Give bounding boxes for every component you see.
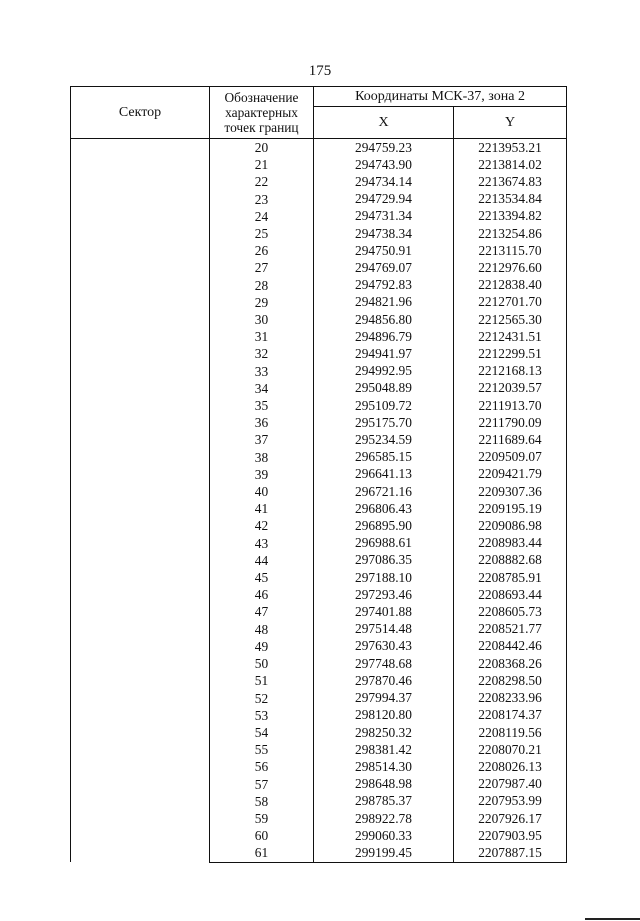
x-cell: 299199.45: [314, 844, 454, 862]
x-cell: 294821.96: [314, 294, 454, 311]
header-point-designation: [210, 87, 314, 139]
y-cell: 2212431.51: [454, 328, 567, 345]
point-cell: 47: [210, 603, 314, 620]
x-cell: 297086.35: [314, 552, 454, 569]
y-cell: 2209307.36: [454, 483, 567, 500]
x-cell: 297188.10: [314, 569, 454, 586]
point-cell: 43: [210, 535, 314, 552]
y-cell: 2212168.13: [454, 363, 567, 380]
x-cell: 298120.80: [314, 707, 454, 724]
point-cell: 32: [210, 345, 314, 362]
x-cell: 297293.46: [314, 586, 454, 603]
point-cell: 59: [210, 810, 314, 827]
x-cell: 294731.34: [314, 208, 454, 225]
x-cell: 296895.90: [314, 517, 454, 534]
x-cell: 294896.79: [314, 328, 454, 345]
point-cell: 35: [210, 397, 314, 414]
point-cell: 61: [210, 844, 314, 862]
x-cell: 297514.48: [314, 621, 454, 638]
page-number: 175: [308, 63, 332, 79]
y-cell: 2208368.26: [454, 655, 567, 672]
x-cell: 297870.46: [314, 672, 454, 689]
y-cell: 2212701.70: [454, 294, 567, 311]
x-cell: 295234.59: [314, 431, 454, 448]
point-cell: 55: [210, 741, 314, 758]
y-cell: 2209086.98: [454, 517, 567, 534]
point-cell: 23: [210, 191, 314, 208]
x-cell: 297994.37: [314, 690, 454, 707]
x-cell: 294729.94: [314, 191, 454, 208]
x-cell: 295109.72: [314, 397, 454, 414]
point-cell: 27: [210, 259, 314, 276]
point-cell: 36: [210, 414, 314, 431]
point-cell: 45: [210, 569, 314, 586]
header-coordinates: Координаты МСК-37, зона 2: [314, 87, 567, 107]
y-cell: 2213674.83: [454, 173, 567, 190]
point-cell: 24: [210, 208, 314, 225]
coordinates-table: [70, 86, 567, 863]
x-cell: 294992.95: [314, 363, 454, 380]
point-cell: 39: [210, 466, 314, 483]
point-cell: 30: [210, 311, 314, 328]
y-cell: 2213115.70: [454, 242, 567, 259]
point-cell: 46: [210, 586, 314, 603]
x-cell: 299060.33: [314, 827, 454, 844]
x-cell: 295175.70: [314, 414, 454, 431]
x-cell: 294743.90: [314, 156, 454, 173]
y-cell: 2211790.09: [454, 414, 567, 431]
x-cell: 294941.97: [314, 345, 454, 362]
point-cell: 22: [210, 173, 314, 190]
point-cell: 44: [210, 552, 314, 569]
x-cell: 294856.80: [314, 311, 454, 328]
point-cell: 41: [210, 500, 314, 517]
y-cell: 2212838.40: [454, 277, 567, 294]
table-body: [71, 139, 567, 863]
y-cell: 2207953.99: [454, 793, 567, 810]
y-cell: 2208174.37: [454, 707, 567, 724]
x-cell: 296721.16: [314, 483, 454, 500]
y-cell: 2208026.13: [454, 758, 567, 775]
y-cell: 2208983.44: [454, 535, 567, 552]
x-cell: 296806.43: [314, 500, 454, 517]
y-cell: 2208119.56: [454, 724, 567, 741]
y-cell: 2209509.07: [454, 449, 567, 466]
point-cell: 33: [210, 363, 314, 380]
x-cell: 298514.30: [314, 758, 454, 775]
x-cell: 298922.78: [314, 810, 454, 827]
point-cell: 38: [210, 449, 314, 466]
point-cell: 20: [210, 139, 314, 157]
point-cell: 26: [210, 242, 314, 259]
point-cell: 37: [210, 431, 314, 448]
y-cell: 2207903.95: [454, 827, 567, 844]
point-cell: 54: [210, 724, 314, 741]
table-header: [71, 87, 567, 139]
y-cell: 2212039.57: [454, 380, 567, 397]
point-cell: 56: [210, 758, 314, 775]
y-cell: 2208442.46: [454, 638, 567, 655]
x-cell: 297748.68: [314, 655, 454, 672]
y-cell: 2213534.84: [454, 191, 567, 208]
header-point-line2: характерных: [225, 105, 298, 120]
y-cell: 2208693.44: [454, 586, 567, 603]
point-cell: 49: [210, 638, 314, 655]
y-cell: 2212976.60: [454, 259, 567, 276]
y-cell: 2208298.50: [454, 672, 567, 689]
point-cell: 31: [210, 328, 314, 345]
y-cell: 2213814.02: [454, 156, 567, 173]
x-cell: 297630.43: [314, 638, 454, 655]
x-cell: 298648.98: [314, 776, 454, 793]
point-cell: 48: [210, 621, 314, 638]
point-cell: 50: [210, 655, 314, 672]
y-cell: 2211689.64: [454, 431, 567, 448]
y-cell: 2208070.21: [454, 741, 567, 758]
x-cell: 294769.07: [314, 259, 454, 276]
x-cell: 294750.91: [314, 242, 454, 259]
point-cell: 57: [210, 776, 314, 793]
x-cell: 294734.14: [314, 173, 454, 190]
x-cell: 296641.13: [314, 466, 454, 483]
x-cell: 294792.83: [314, 277, 454, 294]
y-cell: 2208233.96: [454, 690, 567, 707]
page-edge-rule: [585, 918, 640, 920]
y-cell: 2213953.21: [454, 139, 567, 157]
point-cell: 28: [210, 277, 314, 294]
point-cell: 51: [210, 672, 314, 689]
point-cell: 42: [210, 517, 314, 534]
x-cell: 298381.42: [314, 741, 454, 758]
y-cell: 2212565.30: [454, 311, 567, 328]
y-cell: 2212299.51: [454, 345, 567, 362]
y-cell: 2207926.17: [454, 810, 567, 827]
y-cell: 2207887.15: [454, 844, 567, 862]
header-point-line3: точек границ: [224, 120, 299, 135]
x-cell: 295048.89: [314, 380, 454, 397]
y-cell: 2213394.82: [454, 208, 567, 225]
point-cell: 21: [210, 156, 314, 173]
x-cell: 298785.37: [314, 793, 454, 810]
table-row: [71, 139, 567, 157]
point-cell: 40: [210, 483, 314, 500]
header-x: X: [314, 107, 454, 139]
point-cell: 25: [210, 225, 314, 242]
y-cell: 2208882.68: [454, 552, 567, 569]
y-cell: 2213254.86: [454, 225, 567, 242]
header-sector: Сектор: [71, 87, 210, 139]
point-cell: 60: [210, 827, 314, 844]
x-cell: 294759.23: [314, 139, 454, 157]
point-cell: 53: [210, 707, 314, 724]
point-cell: 34: [210, 380, 314, 397]
point-cell: 29: [210, 294, 314, 311]
y-cell: 2209421.79: [454, 466, 567, 483]
header-y: Y: [454, 107, 567, 139]
point-cell: 52: [210, 690, 314, 707]
y-cell: 2211913.70: [454, 397, 567, 414]
x-cell: 294738.34: [314, 225, 454, 242]
x-cell: 297401.88: [314, 603, 454, 620]
sector-cell: [71, 139, 210, 863]
point-cell: 58: [210, 793, 314, 810]
y-cell: 2208785.91: [454, 569, 567, 586]
y-cell: 2208521.77: [454, 621, 567, 638]
y-cell: 2208605.73: [454, 603, 567, 620]
y-cell: 2207987.40: [454, 776, 567, 793]
x-cell: 298250.32: [314, 724, 454, 741]
y-cell: 2209195.19: [454, 500, 567, 517]
header-point-line1: Обозначение: [224, 90, 299, 105]
x-cell: 296988.61: [314, 535, 454, 552]
x-cell: 296585.15: [314, 449, 454, 466]
